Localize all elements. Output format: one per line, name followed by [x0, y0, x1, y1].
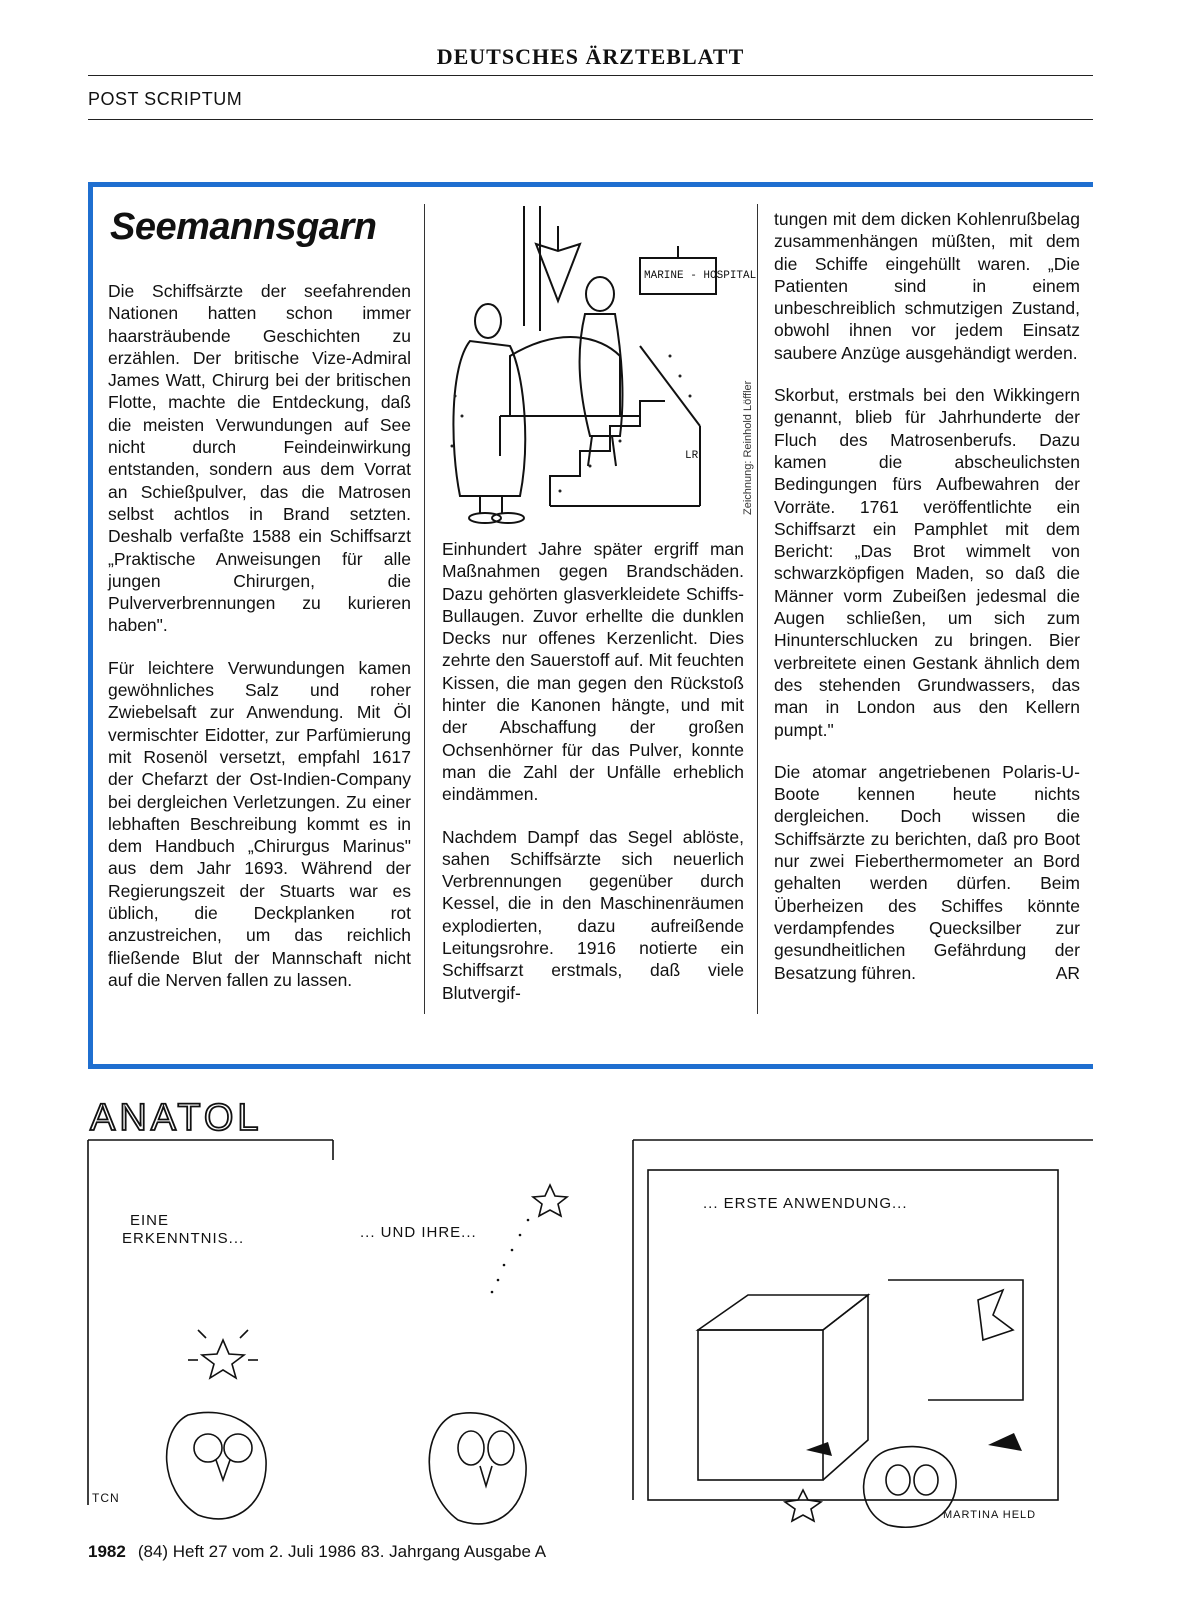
issue-info: (84) Heft 27 vom 2. Juli 1986 83. Jahrgang Ausgabe A: [137, 1542, 547, 1561]
page-footer: [88, 1542, 546, 1562]
page-number: 1982: [88, 1542, 126, 1561]
panel1-caption-line1: EINE: [130, 1212, 170, 1229]
masthead-rule: [88, 75, 1093, 76]
illustration-credit: Zeichnung: Reinhold Löffler: [742, 380, 754, 515]
paragraph: tungen mit dem dicken Kohlenrußbelag zusammenhängen müßten, mit dem die Schiffe eingehüllt waren. „Die Patienten sind in einem unbeschreiblich schmutzigen Zustand, obwohl ihnen vor jedem Einsatz saubere Anzüge ausgehändigt werden.: [774, 209, 1080, 363]
author-initials: AR: [1055, 962, 1080, 983]
paragraph: [774, 761, 1080, 984]
comic-strip: [88, 1140, 1093, 1530]
article-column-3: [774, 208, 1080, 984]
paragraph: Nachdem Dampf das Segel ablöste, sahen Schiffsärzte sich neuerlich Verbrennungen gegenüber durch Kessel, die in den Maschinenräumen explodierten, dazu aufreißende Leitungsrohre. 1916 notierte ein Schiffsarzt erstmals, daß viele Blutvergif-: [442, 826, 744, 1003]
article-column-1: [108, 280, 411, 1011]
paragraph-text: Die atomar angetriebenen Polaris-U-Boote kennen heute nichts dergleichen. Doch wissen die Schiffsärzte zu berichten, daß pro Boot nur zwei Fieberthermometer an Bord gehalten werden dürfen. Beim Überheizen des Schiffes könnte verdampfendes Quecksilber zur gesundheitlichen Gefährdung der Besatzung führen.: [774, 761, 1080, 983]
paragraph: Für leichtere Verwundungen kamen gewöhnliches Salz und roher Zwiebelsaft zur Anwendung. Mit Öl vermischter Eidotter, zur Parfümierung mit Rosenöl versetzt, empfahl 1617 der Chefarzt der Ost-Indien-Company bei dergleichen Verletzungen. Zu einer lebhaften Beschreibung kommt es in dem Handbuch „Chirurgus Marinus" aus dem Jahr 1693. Während der Regierungszeit der Stuarts war es üblich, die Deckplanken rot anzustreichen, um das reichlich fließende Blut der Mannschaft nicht auf die Nerven fallen zu lassen.: [108, 657, 411, 990]
section-rule: [88, 119, 1093, 120]
comic-artist: MARTINA HELD: [943, 1509, 1037, 1521]
paragraph: Einhundert Jahre später ergriff man Maßnahmen gegen Brandschäden. Dazu gehörten glasverkleidete Schiffs-Bullaugen. Zuvor erhellte die dunklen Decks nur offenes Kerzenlicht. Dies zehrte den Sauerstoff auf. Mit feuchten Kissen, die man gegen den Rückstoß hinter die Kanonen hängte, und mit der Abschaffung der großen Ochsenhörner für das Pulver, konnte man die Zahl der Unfälle erheblich eindämmen.: [442, 539, 744, 805]
comic-title-text: ANATOL: [90, 1097, 263, 1139]
column-divider-2: [757, 204, 758, 1014]
column-divider-1: [424, 204, 425, 1014]
comic-title: [90, 1098, 310, 1138]
article-column-2: [442, 538, 744, 1024]
section-label: POST SCRIPTUM: [88, 89, 243, 109]
illustration-initials: LR: [685, 450, 699, 462]
paragraph: Skorbut, erstmals bei den Wikkingern genannt, blieb für Jahrhunderte der Fluch des Matrosenberufs. Dazu kamen die abscheulichsten Bedingungen fürs Aufbewahren der Vorräte. 1761 veröffentlichte ein Schiffsarzt ein Pamphlet mit dem Bericht: „Das Brot wimmelt von schwarzköpfigen Maden, so daß die Männer vorm Zubeißen jedesmal die Augen schließen, um sich zum Hinunterschlucken zu bringen. Bier verbreitete einen Gestank ähnlich dem des stehenden Grundwassers, das man in London aus den Kellern pumpt.": [774, 385, 1080, 740]
masthead: DEUTSCHES ÄRZTEBLATT: [436, 44, 745, 69]
illustration-sign: MARINE - HOSPITAL: [644, 270, 757, 282]
article-title: Seemannsgarn: [110, 206, 377, 248]
panel3-caption: ... ERSTE ANWENDUNG...: [703, 1195, 908, 1212]
panel1-caption-line2: ERKENNTNIS...: [122, 1230, 245, 1247]
panel1-signature: TCN: [92, 1491, 120, 1505]
paragraph: Die Schiffsärzte der seefahrenden Nationen hatten schon immer haarsträubende Geschichten zu erzählen. Der britische Vize-Admiral James Watt, Chirurg bei der britischen Flotte, machte die Entdeckung, daß die meisten Verwundungen auf See nicht durch Feindeinwirkung entstanden, sondern aus dem Vorrat an Schießpulver, das die Matrosen selbst achtlos in Brand setzten. Deshalb verfaßte 1588 ein Schiffsarzt „Praktische Anweisungen für alle jungen Chirurgen, die Pulververbrennungen zu kurieren haben".: [108, 281, 411, 636]
panel2-caption: ... UND IHRE...: [360, 1224, 477, 1241]
